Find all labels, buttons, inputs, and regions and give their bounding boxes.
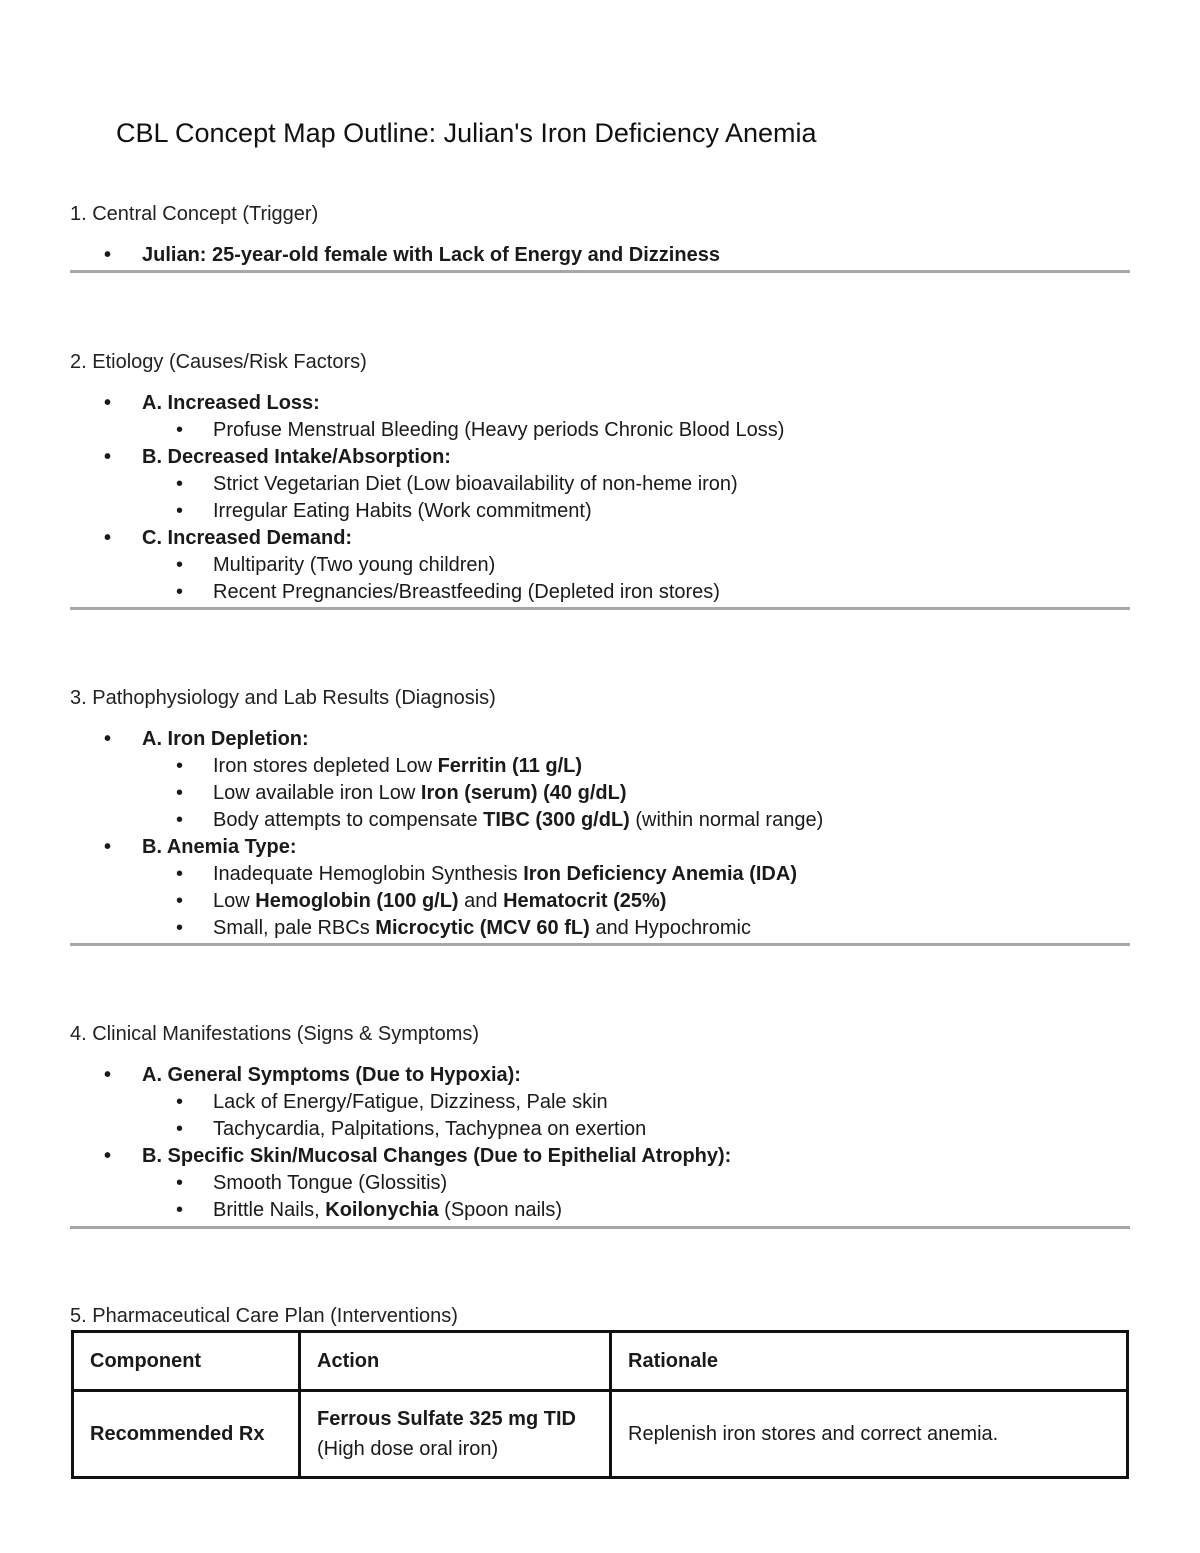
list-item bbox=[72, 552, 1130, 579]
list-item bbox=[70, 390, 1130, 444]
bullet-icon: • bbox=[176, 863, 184, 885]
item-text: (within normal range) bbox=[629, 809, 824, 831]
list-item bbox=[72, 807, 1130, 834]
item-text: Tachycardia, Palpitations, Tachypnea on exertion bbox=[213, 1118, 647, 1140]
bullet-icon: • bbox=[176, 419, 184, 441]
divider bbox=[70, 270, 1130, 273]
item-text: Small, pale RBCs bbox=[213, 917, 376, 939]
item-text: Iron stores depleted Low bbox=[213, 755, 438, 777]
table-cell-action bbox=[300, 1391, 611, 1478]
divider bbox=[70, 607, 1130, 610]
section-heading: 3. Pathophysiology and Lab Results (Diagnosis) bbox=[70, 687, 496, 709]
subheading: B. Specific Skin/Mucosal Changes (Due to Epithelial Atrophy): bbox=[142, 1145, 732, 1167]
item-text: (Spoon nails) bbox=[438, 1199, 563, 1221]
central-concept-text: Julian: 25-year-old female with Lack of Energy and Dizziness bbox=[142, 244, 720, 266]
list-item bbox=[72, 579, 1130, 606]
list-item bbox=[72, 1089, 1130, 1116]
lab-value: Hemoglobin (100 g/L) bbox=[255, 890, 459, 912]
section-pathophysiology bbox=[70, 687, 1130, 942]
bullet-icon: • bbox=[176, 1199, 184, 1221]
bullet-icon: • bbox=[176, 890, 184, 912]
bullet-icon: • bbox=[104, 1145, 112, 1167]
bullet-icon: • bbox=[176, 782, 184, 804]
subheading: A. Increased Loss: bbox=[142, 392, 320, 414]
bullet-icon: • bbox=[104, 244, 112, 266]
table-row bbox=[73, 1391, 1128, 1478]
section-clinical-manifestations bbox=[70, 1023, 1130, 1224]
bullet-icon: • bbox=[176, 500, 184, 522]
bullet-icon: • bbox=[176, 1091, 184, 1113]
list-item bbox=[70, 1062, 1130, 1143]
list-item bbox=[72, 498, 1130, 525]
item-text: Irregular Eating Habits (Work commitment) bbox=[213, 500, 592, 522]
drug-name: Ferrous Sulfate 325 mg TID bbox=[317, 1408, 576, 1430]
list-item bbox=[70, 525, 1130, 606]
bullet-icon: • bbox=[104, 1064, 112, 1086]
list-item bbox=[72, 1170, 1130, 1197]
list-item bbox=[70, 1143, 1130, 1224]
list-item bbox=[72, 861, 1130, 888]
bullet-icon: • bbox=[104, 836, 112, 858]
list-item bbox=[70, 726, 1130, 834]
bullet-icon: • bbox=[104, 527, 112, 549]
item-text: Inadequate Hemoglobin Synthesis bbox=[213, 863, 524, 885]
item-text: Profuse Menstrual Bleeding (Heavy periods Chronic Blood Loss) bbox=[213, 419, 785, 441]
lab-value: TIBC (300 g/dL) bbox=[483, 809, 630, 831]
table-header-row bbox=[73, 1332, 1128, 1391]
section-heading: 1. Central Concept (Trigger) bbox=[70, 203, 319, 225]
list-item bbox=[72, 1116, 1130, 1143]
lab-value: Ferritin (11 g/L) bbox=[437, 755, 583, 777]
list-item bbox=[72, 1197, 1130, 1224]
list-item bbox=[72, 915, 1130, 942]
item-text: Body attempts to compensate bbox=[213, 809, 484, 831]
column-header: Component bbox=[73, 1332, 300, 1391]
section-heading: 5. Pharmaceutical Care Plan (Interventions) bbox=[70, 1305, 458, 1327]
bullet-icon: • bbox=[176, 554, 184, 576]
bullet-icon: • bbox=[176, 581, 184, 603]
list-item bbox=[70, 242, 1130, 269]
item-text: Smooth Tongue (Glossitis) bbox=[213, 1172, 448, 1194]
item-text: Low bbox=[213, 890, 256, 912]
lab-value: Hematocrit (25%) bbox=[503, 890, 667, 912]
section-heading: 2. Etiology (Causes/Risk Factors) bbox=[70, 351, 367, 373]
section-heading: 4. Clinical Manifestations (Signs & Symptoms) bbox=[70, 1023, 480, 1045]
section-central-concept bbox=[70, 203, 1130, 269]
item-text: Multiparity (Two young children) bbox=[213, 554, 496, 576]
bullet-icon: • bbox=[176, 809, 184, 831]
list-item bbox=[72, 753, 1130, 780]
bullet-icon: • bbox=[176, 473, 184, 495]
item-text: and Hypochromic bbox=[589, 917, 751, 939]
subheading: A. Iron Depletion: bbox=[142, 728, 309, 750]
item-text: Low available iron Low bbox=[213, 782, 421, 804]
subheading: A. General Symptoms (Due to Hypoxia): bbox=[142, 1064, 521, 1086]
list-item bbox=[72, 471, 1130, 498]
lab-value: Iron (serum) (40 g/dL) bbox=[420, 782, 627, 804]
column-header: Rationale bbox=[611, 1332, 1128, 1391]
list-item bbox=[70, 834, 1130, 942]
list-item bbox=[72, 888, 1130, 915]
bullet-icon: • bbox=[176, 1172, 184, 1194]
item-text: and bbox=[458, 890, 504, 912]
subheading: C. Increased Demand: bbox=[142, 527, 353, 549]
bullet-icon: • bbox=[176, 1118, 184, 1140]
table-cell-component: Recommended Rx bbox=[73, 1391, 300, 1478]
lab-value: Iron Deficiency Anemia (IDA) bbox=[523, 863, 797, 885]
list-item bbox=[72, 780, 1130, 807]
table-cell-rationale: Replenish iron stores and correct anemia. bbox=[611, 1391, 1128, 1478]
bullet-icon: • bbox=[104, 446, 112, 468]
item-text: Brittle Nails, bbox=[213, 1199, 326, 1221]
care-plan-table bbox=[71, 1330, 1129, 1479]
lab-value: Microcytic (MCV 60 fL) bbox=[375, 917, 590, 939]
bullet-icon: • bbox=[176, 917, 184, 939]
divider bbox=[70, 1226, 1130, 1229]
column-header: Action bbox=[300, 1332, 611, 1391]
page-title: CBL Concept Map Outline: Julian's Iron Deficiency Anemia bbox=[116, 118, 817, 148]
list-item bbox=[70, 444, 1130, 525]
divider bbox=[70, 943, 1130, 946]
item-text: Strict Vegetarian Diet (Low bioavailability of non-heme iron) bbox=[213, 473, 738, 495]
item-text: Lack of Energy/Fatigue, Dizziness, Pale skin bbox=[213, 1091, 608, 1113]
bullet-icon: • bbox=[176, 755, 184, 777]
bullet-icon: • bbox=[104, 728, 112, 750]
item-text: (High dose oral iron) bbox=[317, 1438, 499, 1460]
subheading: B. Decreased Intake/Absorption: bbox=[142, 446, 451, 468]
item-text: Recent Pregnancies/Breastfeeding (Depleted iron stores) bbox=[213, 581, 720, 603]
subheading: B. Anemia Type: bbox=[142, 836, 297, 858]
key-term: Koilonychia bbox=[325, 1199, 439, 1221]
section-etiology bbox=[70, 351, 1130, 606]
list-item bbox=[72, 417, 1130, 444]
bullet-icon: • bbox=[104, 392, 112, 414]
